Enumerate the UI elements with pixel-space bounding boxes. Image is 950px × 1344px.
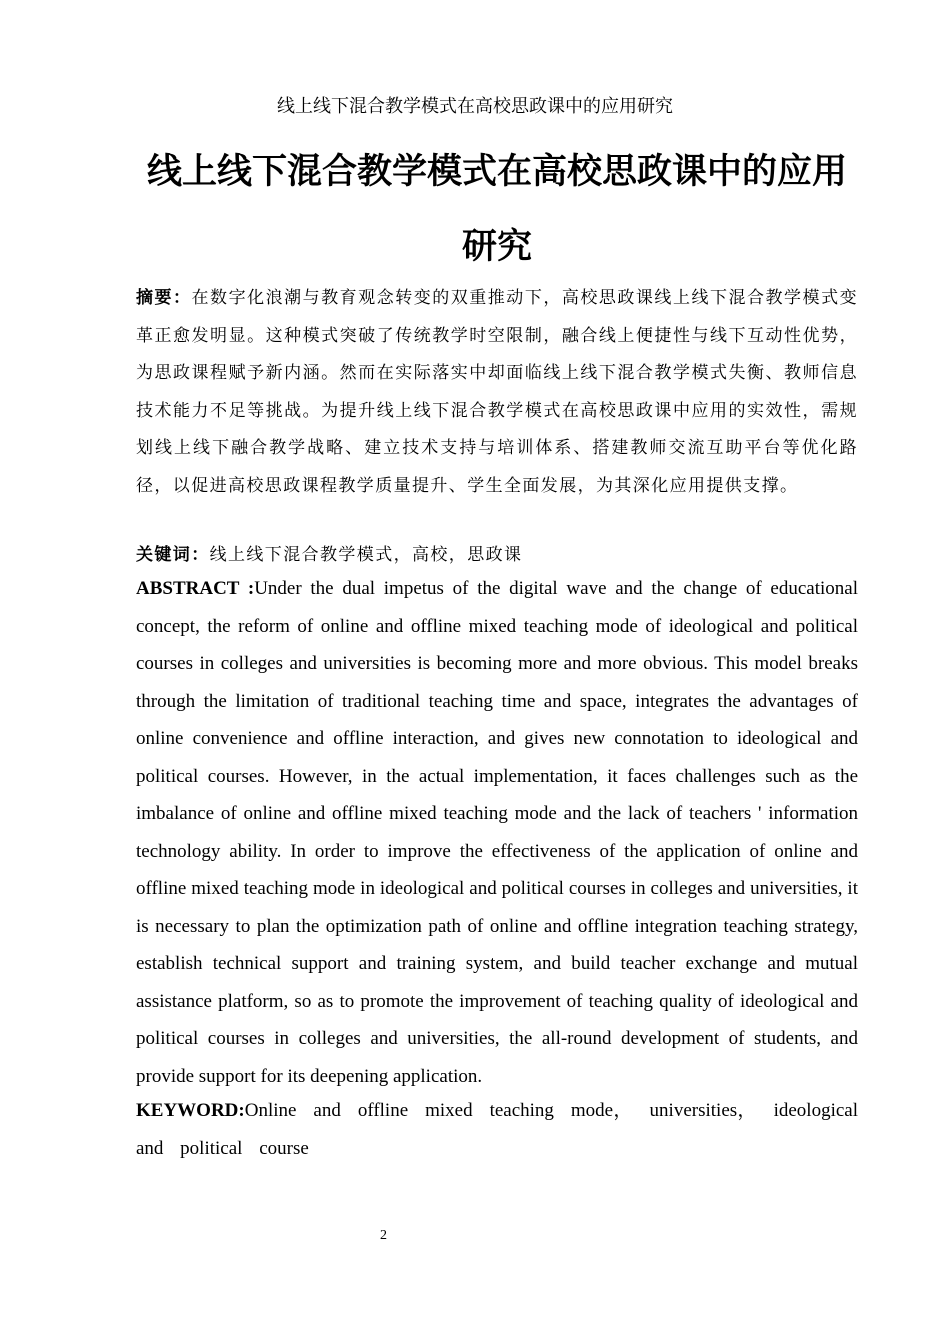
english-keywords bbox=[136, 1092, 858, 1167]
page-number: 2 bbox=[380, 1228, 387, 1243]
chinese-keywords-label: 关键词： bbox=[136, 545, 210, 565]
chinese-abstract bbox=[136, 280, 858, 505]
english-keywords-label: KEYWORD: bbox=[136, 1100, 245, 1121]
chinese-keywords bbox=[136, 540, 858, 570]
english-abstract bbox=[136, 570, 858, 1095]
chinese-abstract-text: 在数字化浪潮与教育观念转变的双重推动下，高校思政课线上线下混合教学模式变革正愈发明显。这种模式突破了传统教学时空限制，融合线上便捷性与线下互动性优势，为思政课程赋予新内涵。然而在实际落实中却面临线上线下混合教学模式失衡、教师信息技术能力不足等挑战。为提升线上线下混合教学模式在高校思政课中应用的实效性，需规划线上线下融合教学战略、建立技术支持与培训体系、搭建教师交流互助平台等优化路径，以促进高校思政课程教学质量提升、学生全面发展，为其深化应用提供支撑。 bbox=[136, 288, 858, 496]
chinese-keywords-text: 线上线下混合教学模式，高校，思政课 bbox=[209, 545, 523, 565]
page-title: 线上线下混合教学模式在高校思政课中的应用研究 bbox=[146, 152, 847, 267]
english-abstract-label: ABSTRACT : bbox=[136, 578, 255, 599]
running-header: 线上线下混合教学模式在高校思政课中的应用研究 bbox=[277, 96, 673, 116]
english-keywords-text: Online and offline mixed teaching mode， universities， ideological and political course bbox=[136, 1100, 858, 1159]
english-abstract-text: Under the dual impetus of the digital wave and the change of educational concept, the reform of online and offline mixed teaching mode of ideological and political courses in colleges and universities is becoming more and more obvious. This model breaks through the limitation of traditional teaching time and space, integrates the advantages of online convenience and offline interaction, and gives new connotation to ideological and political courses. However, in the actual implementation, it faces challenges such as the imbalance of online and offline mixed teaching mode and the lack of teachers ' information technology ability. In order to improve the effectiveness of the application of online and offline mixed teaching mode in ideological and political courses in colleges and universities, it is necessary to plan the optimization path of online and offline integration teaching strategy, establish technical support and training system, and build teacher exchange and mutual assistance platform, so as to promote the improvement of teaching quality of ideological and political courses in colleges and universities, the all-round development of students, and provide support for its deepening application. bbox=[136, 578, 858, 1087]
chinese-abstract-label: 摘要： bbox=[136, 288, 192, 308]
